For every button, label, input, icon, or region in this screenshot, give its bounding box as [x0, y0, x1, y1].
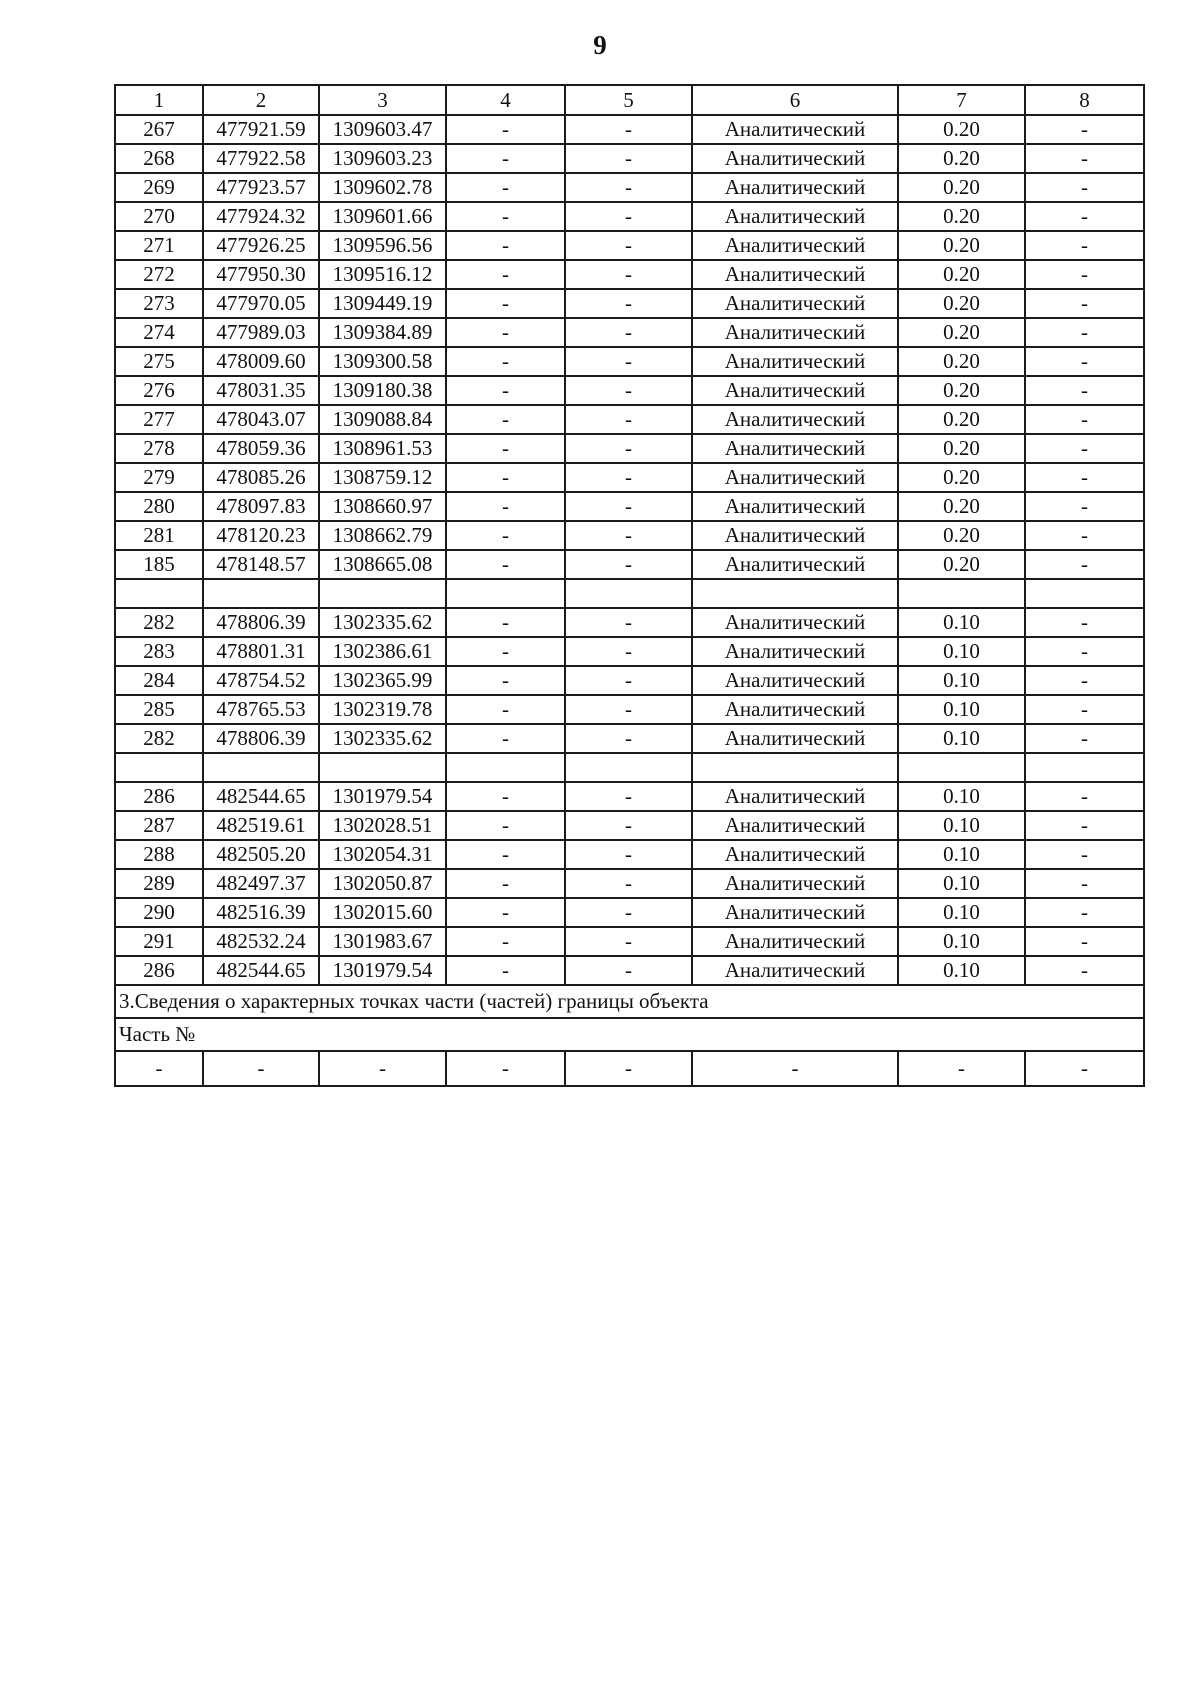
col5-cell: - [565, 202, 692, 231]
y-coordinate-cell: 1302365.99 [319, 666, 446, 695]
x-coordinate-cell: 2 [203, 85, 319, 115]
y-coordinate-cell: 1302335.62 [319, 608, 446, 637]
x-coordinate-cell: 482532.24 [203, 927, 319, 956]
x-coordinate-cell: 477923.57 [203, 173, 319, 202]
method-cell: Аналитический [692, 608, 898, 637]
col5-cell: - [565, 927, 692, 956]
accuracy-cell: 0.20 [898, 260, 1025, 289]
x-coordinate-cell: 478009.60 [203, 347, 319, 376]
y-coordinate-cell: 1309596.56 [319, 231, 446, 260]
col4-cell: - [446, 376, 565, 405]
col4-cell: - [446, 637, 565, 666]
col5-cell: - [565, 1051, 692, 1086]
col4-cell: - [446, 202, 565, 231]
method-cell: Аналитический [692, 492, 898, 521]
y-coordinate-cell: 1309516.12 [319, 260, 446, 289]
point-number-cell: 279 [115, 463, 203, 492]
col5-cell: - [565, 144, 692, 173]
method-cell: Аналитический [692, 956, 898, 985]
table-row [115, 463, 1144, 492]
col8-cell: - [1025, 144, 1144, 173]
accuracy-cell: 0.20 [898, 289, 1025, 318]
col4-cell: - [446, 492, 565, 521]
accuracy-cell: 0.10 [898, 927, 1025, 956]
point-number-cell: 1 [115, 85, 203, 115]
method-cell: Аналитический [692, 144, 898, 173]
col8-cell: - [1025, 608, 1144, 637]
method-cell: Аналитический [692, 173, 898, 202]
col5-cell: - [565, 550, 692, 579]
x-coordinate-cell: - [203, 1051, 319, 1086]
method-cell: Аналитический [692, 637, 898, 666]
accuracy-cell: 0.20 [898, 376, 1025, 405]
section3-title: 3.Сведения о характерных точках части (частей) границы объекта [115, 985, 1144, 1018]
col8-cell: - [1025, 173, 1144, 202]
point-number-cell: 291 [115, 927, 203, 956]
y-coordinate-cell: 1302015.60 [319, 898, 446, 927]
accuracy-cell: 0.20 [898, 144, 1025, 173]
col4-cell: - [446, 463, 565, 492]
col5-cell: - [565, 434, 692, 463]
accuracy-cell: 0.20 [898, 115, 1025, 144]
x-coordinate-cell: 482544.65 [203, 956, 319, 985]
boundary-points-table-container [114, 84, 1143, 1087]
x-coordinate-cell: 478059.36 [203, 434, 319, 463]
table-row [115, 550, 1144, 579]
point-number-cell: 269 [115, 173, 203, 202]
col4-cell: - [446, 811, 565, 840]
col8-cell: - [1025, 115, 1144, 144]
table-row [115, 521, 1144, 550]
point-number-cell: 290 [115, 898, 203, 927]
accuracy-cell: 0.10 [898, 898, 1025, 927]
accuracy-cell: - [898, 1051, 1025, 1086]
empty-cell [446, 753, 565, 782]
y-coordinate-cell: 1309449.19 [319, 289, 446, 318]
table-row [115, 231, 1144, 260]
table-row [115, 405, 1144, 434]
method-cell: Аналитический [692, 231, 898, 260]
col5-cell: - [565, 666, 692, 695]
empty-cell [565, 579, 692, 608]
point-number-cell: 275 [115, 347, 203, 376]
accuracy-cell: 0.20 [898, 231, 1025, 260]
col4-cell: - [446, 521, 565, 550]
table-row [115, 492, 1144, 521]
accuracy-cell: 0.10 [898, 608, 1025, 637]
point-number-cell: 282 [115, 608, 203, 637]
col5-cell: - [565, 289, 692, 318]
method-cell: Аналитический [692, 463, 898, 492]
point-number-cell: 273 [115, 289, 203, 318]
accuracy-cell: 0.10 [898, 956, 1025, 985]
col4-cell: - [446, 1051, 565, 1086]
method-cell: Аналитический [692, 376, 898, 405]
col5-cell: - [565, 724, 692, 753]
col5-cell: - [565, 521, 692, 550]
col8-cell: - [1025, 463, 1144, 492]
table-row [115, 724, 1144, 753]
accuracy-cell: 0.10 [898, 840, 1025, 869]
col5-cell: - [565, 956, 692, 985]
point-number-cell: 284 [115, 666, 203, 695]
column-number-header-row [115, 85, 1144, 115]
col5-cell: - [565, 695, 692, 724]
col4-cell: - [446, 869, 565, 898]
col5-cell: 5 [565, 85, 692, 115]
table-row [115, 115, 1144, 144]
method-cell: Аналитический [692, 115, 898, 144]
col8-cell: - [1025, 1051, 1144, 1086]
x-coordinate-cell: 478754.52 [203, 666, 319, 695]
y-coordinate-cell: 1301979.54 [319, 782, 446, 811]
col5-cell: - [565, 231, 692, 260]
x-coordinate-cell: 478031.35 [203, 376, 319, 405]
part-number-label: Часть № [115, 1018, 1144, 1051]
table-row [115, 144, 1144, 173]
empty-cell [203, 579, 319, 608]
y-coordinate-cell: 1308660.97 [319, 492, 446, 521]
table-row [115, 202, 1144, 231]
table-row [115, 840, 1144, 869]
col4-cell: - [446, 608, 565, 637]
col5-cell: - [565, 492, 692, 521]
x-coordinate-cell: 477989.03 [203, 318, 319, 347]
empty-cell [319, 579, 446, 608]
x-coordinate-cell: 482497.37 [203, 869, 319, 898]
accuracy-cell: 0.10 [898, 695, 1025, 724]
empty-cell [1025, 579, 1144, 608]
table-body [115, 85, 1144, 1086]
empty-cell [898, 753, 1025, 782]
col8-cell: - [1025, 289, 1144, 318]
x-coordinate-cell: 478120.23 [203, 521, 319, 550]
part-label-row [115, 1018, 1144, 1051]
method-cell: Аналитический [692, 869, 898, 898]
table-row [115, 173, 1144, 202]
accuracy-cell: 0.20 [898, 492, 1025, 521]
y-coordinate-cell: 1309603.47 [319, 115, 446, 144]
col8-cell: - [1025, 956, 1144, 985]
col4-cell: - [446, 405, 565, 434]
empty-cell [692, 753, 898, 782]
x-coordinate-cell: 478085.26 [203, 463, 319, 492]
col4-cell: - [446, 260, 565, 289]
col4-cell: - [446, 550, 565, 579]
accuracy-cell: 0.20 [898, 173, 1025, 202]
method-cell: Аналитический [692, 927, 898, 956]
y-coordinate-cell: 1309180.38 [319, 376, 446, 405]
y-coordinate-cell: 1308665.08 [319, 550, 446, 579]
method-cell: Аналитический [692, 260, 898, 289]
table-row [115, 376, 1144, 405]
y-coordinate-cell: 1302050.87 [319, 869, 446, 898]
y-coordinate-cell: 1302028.51 [319, 811, 446, 840]
x-coordinate-cell: 478043.07 [203, 405, 319, 434]
method-cell: Аналитический [692, 289, 898, 318]
accuracy-cell: 0.20 [898, 202, 1025, 231]
col4-cell: - [446, 956, 565, 985]
col8-cell: - [1025, 695, 1144, 724]
boundary-points-table [114, 84, 1145, 1087]
section-title-row [115, 985, 1144, 1018]
empty-cell [115, 753, 203, 782]
col5-cell: - [565, 405, 692, 434]
point-number-cell: 280 [115, 492, 203, 521]
x-coordinate-cell: 477922.58 [203, 144, 319, 173]
x-coordinate-cell: 477950.30 [203, 260, 319, 289]
point-number-cell: 286 [115, 956, 203, 985]
point-number-cell: 268 [115, 144, 203, 173]
empty-cell [1025, 753, 1144, 782]
group-separator-row [115, 753, 1144, 782]
y-coordinate-cell: 1309602.78 [319, 173, 446, 202]
empty-cell [319, 753, 446, 782]
col8-cell: - [1025, 492, 1144, 521]
table-row [115, 637, 1144, 666]
accuracy-cell: 0.20 [898, 550, 1025, 579]
point-number-cell: 286 [115, 782, 203, 811]
method-cell: Аналитический [692, 782, 898, 811]
col4-cell: - [446, 724, 565, 753]
method-cell: Аналитический [692, 695, 898, 724]
x-coordinate-cell: 477921.59 [203, 115, 319, 144]
col4-cell: - [446, 927, 565, 956]
y-coordinate-cell: 1309601.66 [319, 202, 446, 231]
col5-cell: - [565, 898, 692, 927]
point-number-cell: 287 [115, 811, 203, 840]
x-coordinate-cell: 478765.53 [203, 695, 319, 724]
empty-cell [565, 753, 692, 782]
col4-cell: 4 [446, 85, 565, 115]
col4-cell: - [446, 289, 565, 318]
method-cell: Аналитический [692, 840, 898, 869]
col8-cell: - [1025, 521, 1144, 550]
group-separator-row [115, 579, 1144, 608]
point-number-cell: 288 [115, 840, 203, 869]
y-coordinate-cell: 1302319.78 [319, 695, 446, 724]
col4-cell: - [446, 347, 565, 376]
accuracy-cell: 0.20 [898, 347, 1025, 376]
point-number-cell: 272 [115, 260, 203, 289]
point-number-cell: 185 [115, 550, 203, 579]
accuracy-cell: 7 [898, 85, 1025, 115]
col8-cell: - [1025, 376, 1144, 405]
x-coordinate-cell: 482516.39 [203, 898, 319, 927]
col4-cell: - [446, 173, 565, 202]
y-coordinate-cell: 1302054.31 [319, 840, 446, 869]
table-row [115, 927, 1144, 956]
accuracy-cell: 0.20 [898, 405, 1025, 434]
x-coordinate-cell: 482519.61 [203, 811, 319, 840]
x-coordinate-cell: 478801.31 [203, 637, 319, 666]
col5-cell: - [565, 318, 692, 347]
method-cell: Аналитический [692, 434, 898, 463]
col8-cell: - [1025, 898, 1144, 927]
col4-cell: - [446, 666, 565, 695]
point-number-cell: 283 [115, 637, 203, 666]
col8-cell: - [1025, 927, 1144, 956]
col5-cell: - [565, 463, 692, 492]
col4-cell: - [446, 782, 565, 811]
method-cell: Аналитический [692, 318, 898, 347]
point-number-cell: 276 [115, 376, 203, 405]
point-number-cell: 277 [115, 405, 203, 434]
method-cell: Аналитический [692, 811, 898, 840]
y-coordinate-cell: 1308759.12 [319, 463, 446, 492]
col5-cell: - [565, 376, 692, 405]
method-cell: Аналитический [692, 550, 898, 579]
table-row [115, 956, 1144, 985]
x-coordinate-cell: 478806.39 [203, 608, 319, 637]
col8-cell: - [1025, 318, 1144, 347]
method-cell: Аналитический [692, 666, 898, 695]
y-coordinate-cell: 1309603.23 [319, 144, 446, 173]
col8-cell: - [1025, 637, 1144, 666]
point-number-cell: 271 [115, 231, 203, 260]
y-coordinate-cell: 1309384.89 [319, 318, 446, 347]
y-coordinate-cell: 1309088.84 [319, 405, 446, 434]
point-number-cell: 267 [115, 115, 203, 144]
table-row [115, 347, 1144, 376]
accuracy-cell: 0.10 [898, 666, 1025, 695]
final-dash-row [115, 1051, 1144, 1086]
col5-cell: - [565, 637, 692, 666]
col8-cell: - [1025, 782, 1144, 811]
point-number-cell: 278 [115, 434, 203, 463]
col5-cell: - [565, 115, 692, 144]
table-row [115, 260, 1144, 289]
y-coordinate-cell: 1301979.54 [319, 956, 446, 985]
col8-cell: - [1025, 869, 1144, 898]
y-coordinate-cell: 1308662.79 [319, 521, 446, 550]
method-cell: Аналитический [692, 898, 898, 927]
point-number-cell: 282 [115, 724, 203, 753]
table-row [115, 782, 1144, 811]
y-coordinate-cell: 1309300.58 [319, 347, 446, 376]
col8-cell: - [1025, 405, 1144, 434]
table-row [115, 869, 1144, 898]
y-coordinate-cell: 1301983.67 [319, 927, 446, 956]
table-row [115, 434, 1144, 463]
method-cell: Аналитический [692, 405, 898, 434]
accuracy-cell: 0.10 [898, 782, 1025, 811]
col5-cell: - [565, 782, 692, 811]
col8-cell: - [1025, 434, 1144, 463]
empty-cell [898, 579, 1025, 608]
col5-cell: - [565, 173, 692, 202]
col5-cell: - [565, 840, 692, 869]
col4-cell: - [446, 144, 565, 173]
empty-cell [692, 579, 898, 608]
table-row [115, 318, 1144, 347]
y-coordinate-cell: 3 [319, 85, 446, 115]
accuracy-cell: 0.20 [898, 521, 1025, 550]
accuracy-cell: 0.20 [898, 318, 1025, 347]
col5-cell: - [565, 869, 692, 898]
y-coordinate-cell: 1302386.61 [319, 637, 446, 666]
table-row [115, 898, 1144, 927]
method-cell: - [692, 1051, 898, 1086]
x-coordinate-cell: 482505.20 [203, 840, 319, 869]
point-number-cell: 270 [115, 202, 203, 231]
point-number-cell: 289 [115, 869, 203, 898]
table-row [115, 811, 1144, 840]
accuracy-cell: 0.10 [898, 811, 1025, 840]
col4-cell: - [446, 840, 565, 869]
method-cell: Аналитический [692, 347, 898, 376]
col8-cell: - [1025, 666, 1144, 695]
col4-cell: - [446, 115, 565, 144]
empty-cell [115, 579, 203, 608]
accuracy-cell: 0.10 [898, 724, 1025, 753]
col5-cell: - [565, 608, 692, 637]
x-coordinate-cell: 482544.65 [203, 782, 319, 811]
col8-cell: - [1025, 724, 1144, 753]
y-coordinate-cell: 1302335.62 [319, 724, 446, 753]
x-coordinate-cell: 478097.83 [203, 492, 319, 521]
y-coordinate-cell: 1308961.53 [319, 434, 446, 463]
col4-cell: - [446, 695, 565, 724]
point-number-cell: 285 [115, 695, 203, 724]
accuracy-cell: 0.20 [898, 463, 1025, 492]
accuracy-cell: 0.10 [898, 637, 1025, 666]
point-number-cell: - [115, 1051, 203, 1086]
col8-cell: - [1025, 202, 1144, 231]
method-cell: Аналитический [692, 202, 898, 231]
x-coordinate-cell: 478806.39 [203, 724, 319, 753]
table-row [115, 608, 1144, 637]
col8-cell: - [1025, 231, 1144, 260]
accuracy-cell: 0.10 [898, 869, 1025, 898]
col5-cell: - [565, 811, 692, 840]
point-number-cell: 281 [115, 521, 203, 550]
col5-cell: - [565, 347, 692, 376]
col8-cell: - [1025, 260, 1144, 289]
method-cell: Аналитический [692, 724, 898, 753]
page-number: 9 [593, 30, 607, 60]
empty-cell [446, 579, 565, 608]
accuracy-cell: 0.20 [898, 434, 1025, 463]
col8-cell: - [1025, 347, 1144, 376]
method-cell: 6 [692, 85, 898, 115]
x-coordinate-cell: 477926.25 [203, 231, 319, 260]
col4-cell: - [446, 318, 565, 347]
col5-cell: - [565, 260, 692, 289]
col4-cell: - [446, 898, 565, 927]
table-row [115, 289, 1144, 318]
col8-cell: - [1025, 811, 1144, 840]
point-number-cell: 274 [115, 318, 203, 347]
col8-cell: - [1025, 550, 1144, 579]
table-row [115, 695, 1144, 724]
method-cell: Аналитический [692, 521, 898, 550]
empty-cell [203, 753, 319, 782]
x-coordinate-cell: 478148.57 [203, 550, 319, 579]
x-coordinate-cell: 477970.05 [203, 289, 319, 318]
x-coordinate-cell: 477924.32 [203, 202, 319, 231]
col8-cell: 8 [1025, 85, 1144, 115]
y-coordinate-cell: - [319, 1051, 446, 1086]
table-row [115, 666, 1144, 695]
col4-cell: - [446, 434, 565, 463]
col4-cell: - [446, 231, 565, 260]
col8-cell: - [1025, 840, 1144, 869]
